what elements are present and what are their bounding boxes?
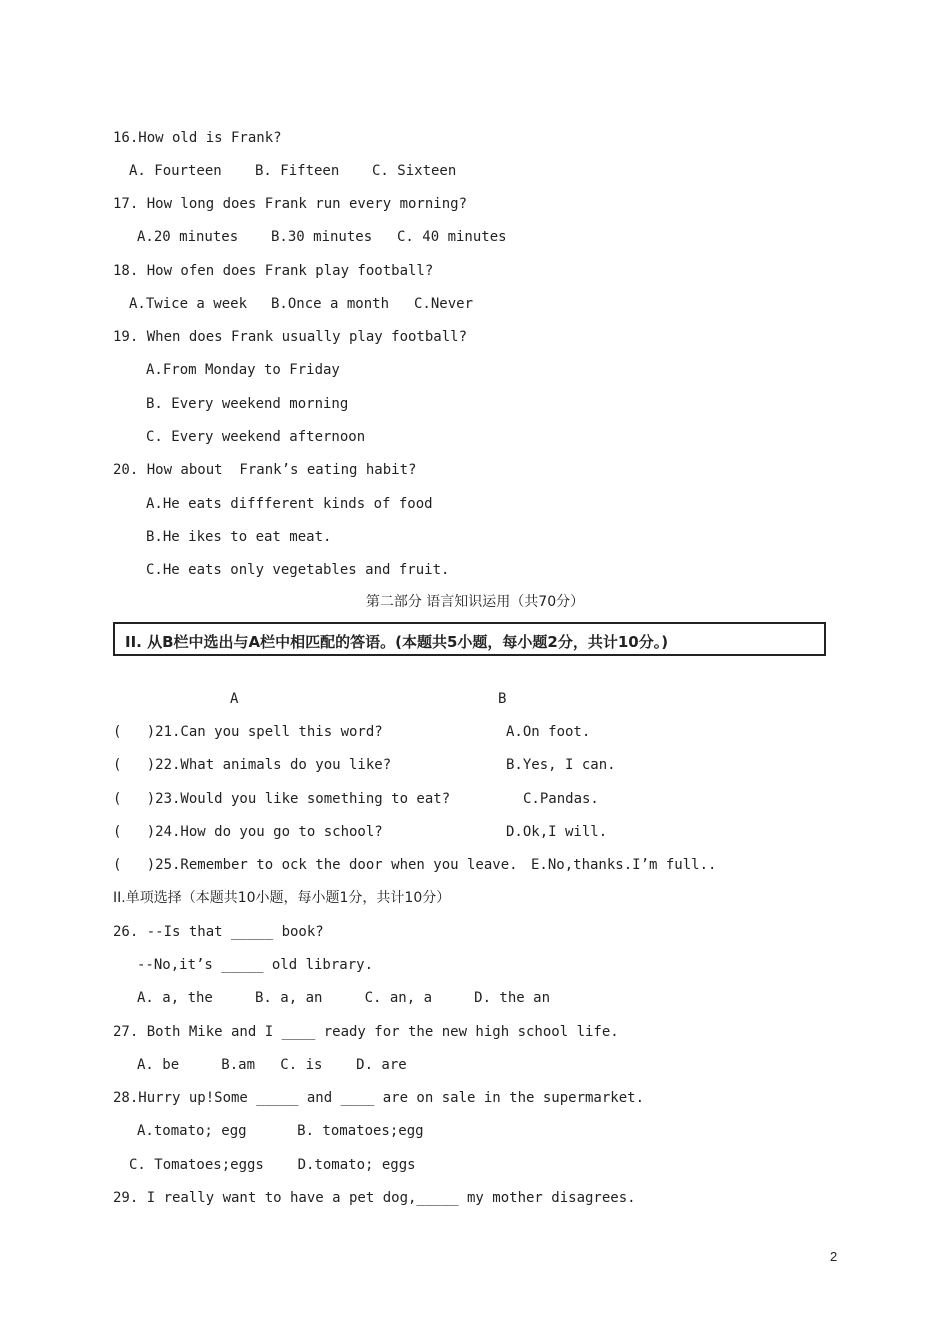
question-20-option-c: C.He eats only vegetables and fruit. — [146, 562, 450, 578]
match-row-25-answer: E.No,thanks.I’m full.. — [531, 857, 717, 873]
question-16-option-a: A. Fourteen — [129, 163, 222, 179]
question-28-options-2: C. Tomatoes;eggs D.tomato; eggs — [129, 1157, 416, 1173]
question-27-stem: 27. Both Mike and I ____ ready for the new high school life. — [113, 1024, 619, 1040]
match-row-22-answer: B.Yes, I can. — [506, 757, 616, 773]
section-title-box — [113, 622, 826, 656]
question-28-stem: 28.Hurry up!Some _____ and ____ are on sale in the supermarket. — [113, 1090, 645, 1106]
question-16-option-c: C. Sixteen — [372, 163, 457, 179]
question-18-stem: 18. How ofen does Frank play football? — [113, 263, 434, 279]
question-19-option-b: B. Every weekend morning — [146, 396, 349, 412]
page-number: 2 — [830, 1249, 838, 1264]
question-18-option-b: B.Once a month — [271, 296, 390, 312]
match-row-22-question: ( )22.What animals do you like? — [113, 757, 392, 773]
question-26-options: A. a, the B. a, an C. an, a D. the an — [137, 990, 551, 1006]
question-19-stem: 19. When does Frank usually play football? — [113, 329, 468, 345]
question-17-option-a: A.20 minutes — [137, 229, 239, 245]
single-choice-heading: II.单项选择（本题共10小题，每小题1分，共计10分） — [113, 890, 451, 906]
question-20-stem: 20. How about Frank’s eating habit? — [113, 462, 417, 478]
question-29-stem: 29. I really want to have a pet dog,_____ my mother disagrees. — [113, 1190, 636, 1206]
question-19-option-c: C. Every weekend afternoon — [146, 429, 366, 445]
question-16-stem: 16.How old is Frank? — [113, 130, 282, 146]
question-26-stem: 26. --Is that _____ book? — [113, 924, 324, 940]
match-row-24-question: ( )24.How do you go to school? — [113, 824, 383, 840]
question-17-option-b: B.30 minutes — [271, 229, 373, 245]
section-title: II. 从B栏中选出与A栏中相匹配的答语。(本题共5小题，每小题2分，共计10分。) — [125, 633, 669, 651]
question-18-option-c: C.Never — [414, 296, 474, 312]
question-26-stem-2: --No,it’s _____ old library. — [137, 957, 374, 973]
question-16-option-b: B. Fifteen — [255, 163, 340, 179]
question-18-option-a: A.Twice a week — [129, 296, 248, 312]
match-row-21-answer: A.On foot. — [506, 724, 591, 740]
match-row-23-answer: C.Pandas. — [523, 791, 599, 807]
column-a-header: A — [230, 691, 239, 707]
question-28-options-1: A.tomato; egg B. tomatoes;egg — [137, 1123, 424, 1139]
column-b-header: B — [498, 691, 507, 707]
question-17-stem: 17. How long does Frank run every morning? — [113, 196, 468, 212]
question-27-options: A. be B.am C. is D. are — [137, 1057, 407, 1073]
match-row-25-question: ( )25.Remember to ock the door when you leave. — [113, 857, 518, 873]
match-row-23-question: ( )23.Would you like something to eat? — [113, 791, 451, 807]
question-20-option-b: B.He ikes to eat meat. — [146, 529, 332, 545]
question-20-option-a: A.He eats diffferent kinds of food — [146, 496, 433, 512]
match-row-21-question: ( )21.Can you spell this word? — [113, 724, 383, 740]
match-row-24-answer: D.Ok,I will. — [506, 824, 608, 840]
question-19-option-a: A.From Monday to Friday — [146, 362, 340, 378]
part-two-heading: 第二部分 语言知识运用（共70分） — [365, 594, 585, 610]
question-17-option-c: C. 40 minutes — [397, 229, 507, 245]
